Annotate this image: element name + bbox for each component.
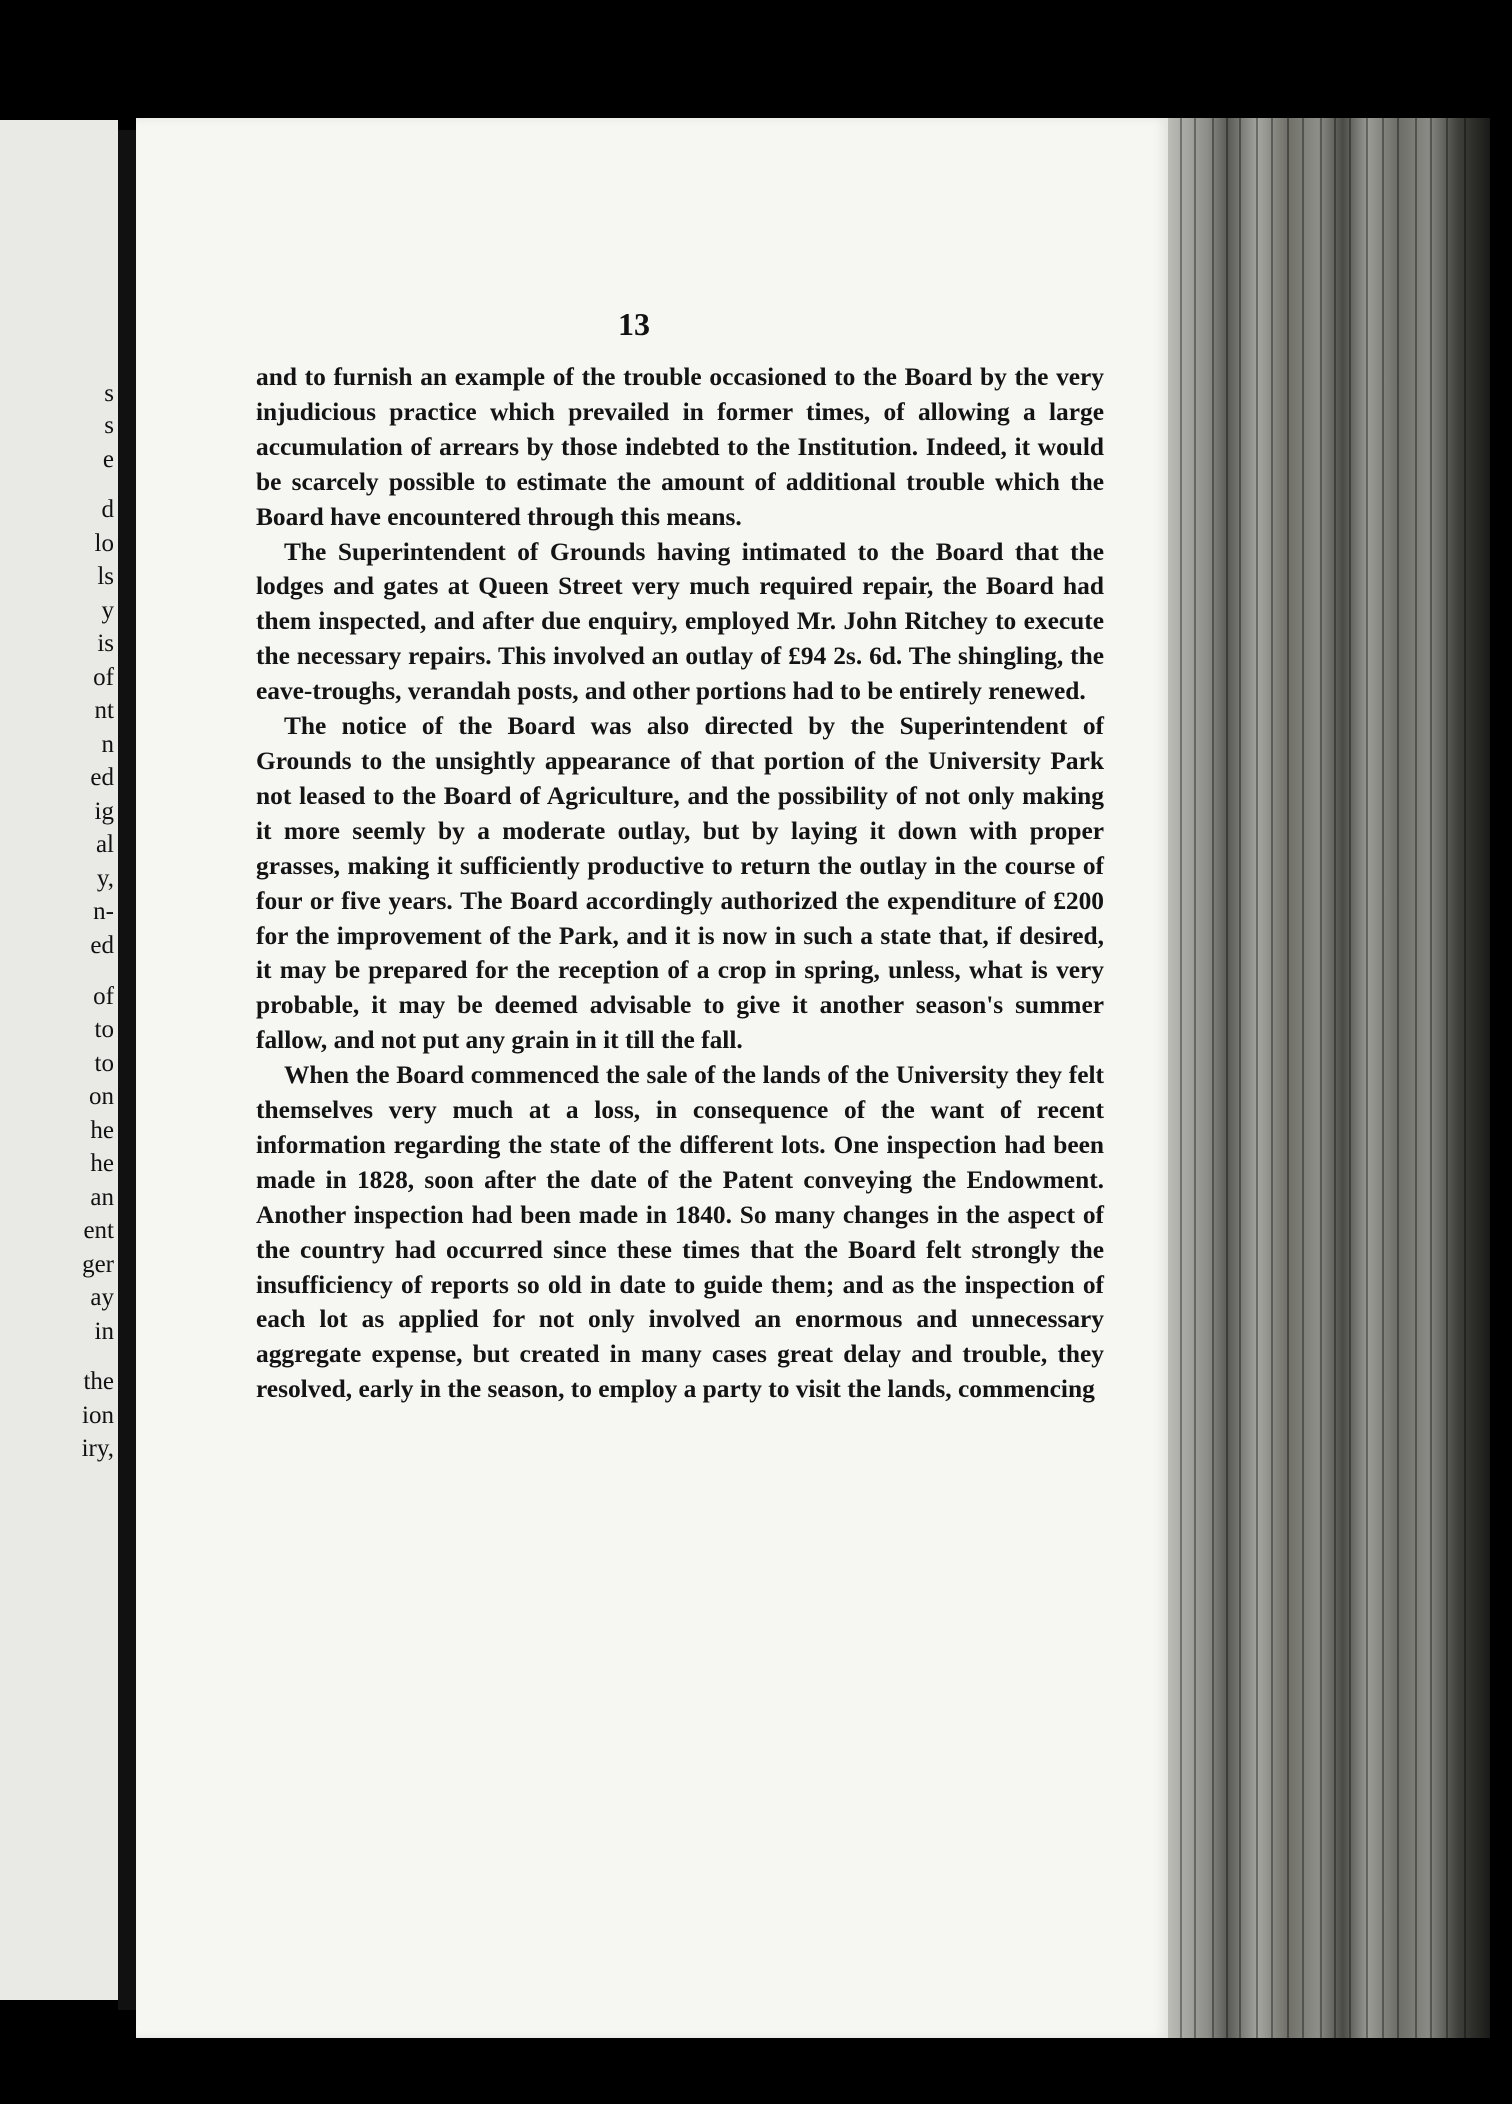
left-page-fragment: al — [95, 831, 114, 858]
page-edge-line — [1430, 118, 1432, 2038]
left-page-fragment: n- — [93, 898, 114, 925]
page-edge-line — [1397, 118, 1399, 2038]
left-page-fragment: y — [101, 597, 114, 624]
left-page-fragment: is — [97, 630, 114, 657]
page-edge-line — [1464, 118, 1466, 2038]
paragraph: When the Board commenced the sale of the lands of the University they felt themselves very much at a loss, in consequence of the want of recent information regarding the state of the different lots. One inspection had been made in 1828, soon after the date of the Patent conveying the Endowment. Another inspection had been made in 1840. So many changes in the aspect of the country had occurred since these times that the Board felt strongly the insufficiency of reports so old in date to guide them; and as the inspection of each lot as applied for not only involved an enormous and unnecessary aggregate expense, but created in many cases great delay and trouble, they resolved, early in the season, to employ a party to visit the lands, commencing — [256, 1061, 1104, 1404]
left-page-fragment: ger — [82, 1251, 114, 1278]
page-edge-line — [1271, 118, 1273, 2038]
left-page-fragment: y, — [96, 865, 114, 892]
left-page-fragment: of — [93, 983, 114, 1010]
main-page — [136, 118, 1168, 2038]
page-edge-line — [1349, 118, 1351, 2038]
left-page-fragment: s — [104, 380, 114, 407]
left-page-fragment: d — [101, 496, 114, 523]
page-edge-line — [1415, 118, 1417, 2038]
left-page-fragment: of — [93, 664, 114, 691]
left-page-fragment: s — [104, 412, 114, 439]
left-page-fragment: ent — [83, 1217, 114, 1244]
page-edge-line — [1180, 118, 1182, 2038]
left-page-fragment: lo — [94, 530, 114, 557]
left-page-fragment: n — [101, 731, 114, 758]
page-edge-line — [1194, 118, 1196, 2038]
left-page-fragment: ay — [90, 1284, 114, 1311]
left-page-fragment: ion — [82, 1402, 114, 1429]
page-number: 13 — [618, 306, 650, 342]
page-edge-line — [1302, 118, 1304, 2038]
page-edge-line — [1226, 118, 1228, 2038]
left-page-fragment: e — [102, 446, 114, 473]
left-page-fragment: in — [94, 1318, 114, 1345]
left-page-fragment: to — [94, 1050, 114, 1077]
page-edge-line — [1256, 118, 1258, 2038]
left-page-fragment: he — [90, 1117, 114, 1144]
left-facing-page — [0, 120, 118, 2000]
page-edge-line — [1320, 118, 1322, 2038]
page-edge-line — [1366, 118, 1368, 2038]
page-edge-line — [1212, 118, 1214, 2038]
paragraph: The notice of the Board was also directed by the Superintendent of Grounds to the unsightly appearance of that portion of the University Park not leased to the Board of Agriculture, and the possibility of not only making it more seemly by a moderate outlay, but by laying it down with proper grasses, making it sufficiently productive to return the outlay in the course of four or five years. The Board accordingly authorized the expenditure of £200 for the improvement of the Park, and it is now in such a state that, if desired, it may be prepared for the reception of a crop in spring, unless, what is very probable, it may be deemed advisable to give it another season's summer fallow, and not put any grain in it till the fall. — [256, 712, 1104, 1055]
left-page-fragment: the — [83, 1368, 114, 1395]
left-page-fragment: iry, — [81, 1435, 114, 1462]
book-gutter — [118, 130, 136, 2010]
left-page-fragment: nt — [94, 697, 114, 724]
page-edge-line — [1334, 118, 1336, 2038]
page-edge-line — [1287, 118, 1289, 2038]
left-page-fragment: he — [90, 1150, 114, 1177]
left-page-fragment: an — [90, 1184, 114, 1211]
left-page-fragment: ls — [97, 563, 114, 590]
page-edge-line — [1239, 118, 1241, 2038]
paragraph: The Superintendent of Grounds having intimated to the Board that the lodges and gates at Queen Street very much required repair, the Board had them inspected, and after due enquiry, employed Mr. John Ritchey to execute the necessary repairs. This involved an outlay of £94 2s. 6d. The shingling, the eave-troughs, verandah posts, and other portions had to be entirely renewed. — [256, 537, 1104, 706]
right-page-edges — [1168, 118, 1490, 2038]
left-page-fragment: to — [94, 1016, 114, 1043]
paragraph: and to furnish an example of the trouble occasioned to the Board by the very injudicious practice which prevailed in former times, of allowing a large accumulation of arrears by those indebted to the Institution. Indeed, it would be scarcely possible to estimate the amount of additional trouble which the Board have encountered through this means. — [256, 363, 1104, 531]
page-edge-line — [1382, 118, 1384, 2038]
page-edge-line — [1446, 118, 1448, 2038]
left-page-fragment: ed — [90, 932, 114, 959]
left-page-fragment: ed — [90, 764, 114, 791]
left-page-fragment: on — [89, 1083, 114, 1110]
left-page-fragment: ig — [94, 798, 114, 825]
page-body-text — [256, 360, 1104, 1407]
